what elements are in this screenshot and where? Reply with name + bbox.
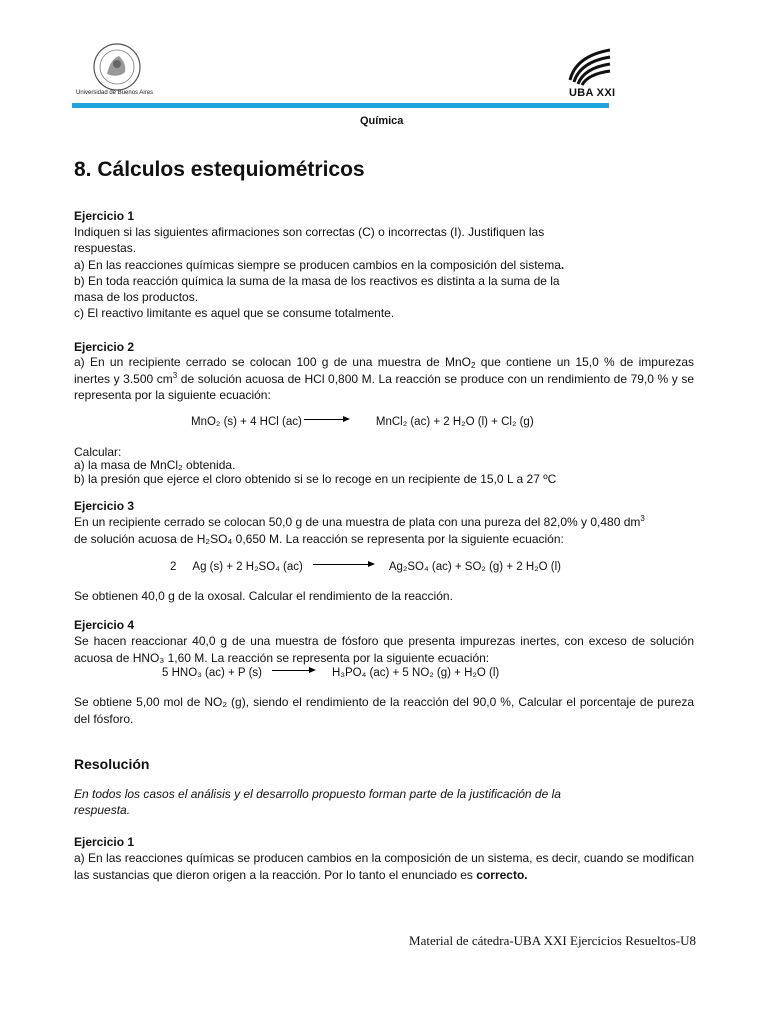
reaction-arrow-icon [304,416,350,424]
resolution-heading: Resolución [74,756,150,772]
ex1-item-b-2: masa de los productos. [74,290,199,304]
ex3-equation: 2 Ag (s) + 2 H₂SO₄ (ac) Ag₂SO₄ (ac) + SO₂ (g) + 2 H₂O (l) [170,561,561,573]
ex1-item-c: c) El reactivo limitante es aquel que se consume totalmente. [74,306,395,320]
ex2-equation: MnO₂ (s) + 4 HCl (ac) MnCl₂ (ac) + 2 H₂O (l) + Cl₂ (g) [191,416,534,428]
ex1-item-a: a) En las reacciones químicas siempre se producen cambios en la composición del sistema. [74,258,565,272]
ex1-heading: Ejercicio 1 [74,209,135,223]
subject-label: Química [360,115,404,127]
ex3-line-1: En un recipiente cerrado se colocan 50,0 g de una muestra de plata con una pureza del 82,0% y 0,480 $dm^3$ [74,514,645,529]
ex4-paragraph: Se hacen reaccionar 40,0 g de una muestra de fósforo que presenta impurezas inertes, con exceso de solución acuosa de HNO₃ 1,60 M. La reacción se representa por la siguiente ecuación: [74,634,694,665]
university-name: Universidad de Buenos Aires [76,90,154,96]
ex2-calc-label: Calcular: [74,445,122,459]
ex3-heading: Ejercicio 3 [74,499,135,513]
ex4-heading: Ejercicio 4 [74,618,135,632]
resolution-ex1-text: a) En las reacciones químicas se producen cambios en la composición de un sistema, es decir, cuando se modifican las sustancias que dieron origen a la reacción. Por lo tanto el enunciado es correcto. [74,851,694,882]
ex2-question-b: b) la presión que ejerce el cloro obtenido si se lo recoge en un recipiente de 15,0 L a 27 ºC [74,472,557,486]
ex4-equation: 5 HNO₃ (ac) + P (s) H₃PO₄ (ac) + 5 NO₂ (g) + H₂O (l) [162,667,500,679]
ex2-question-a: a) la masa de MnCl₂ obtenida. [74,458,236,472]
page-footer: Material de cátedra-UBA XXI Ejercicios Resueltos-U8 [409,933,696,948]
uba-xxi-brand: UBA XXI [569,87,616,99]
university-seal-logo [92,42,142,92]
ex3-result: Se obtienen 40,0 g de la oxosal. Calcular el rendimiento de la reacción. [74,589,453,603]
reaction-arrow-icon [313,561,375,569]
ex1-line-1: Indiquen si las siguientes afirmaciones son correctas (C) o incorrectas (I). Justifiquen las [74,225,545,239]
ex1-line-2: respuestas. [74,241,137,255]
resolution-ex1-heading: Ejercicio 1 [74,835,135,849]
uba-xxi-logo-mark [566,46,614,86]
resolution-note-2: respuesta. [74,803,131,817]
resolution-note-1: En todos los casos el análisis y el desarrollo propuesto forman parte de la justificación de la [74,787,561,801]
ex4-paragraph-2: Se obtiene 5,00 mol de NO₂ (g), siendo el rendimiento de la reacción del 90,0 %, Calcular el porcentaje de pureza del fósforo. [74,695,694,726]
reaction-arrow-icon [272,667,316,675]
header-accent-line [72,103,609,108]
ex2-paragraph: a) En un recipiente cerrado se colocan 100 g de una muestra de MnO$_2$ que contiene un 15,0 % de impurezas inertes y 3.500 $cm^3$ de solución acuosa de HCl 0,800 M. La reacción se produce con un rendimiento de 79,0 % y se representa por la siguiente ecuación: [74,355,695,402]
page-title: 8. Cálculos estequiométricos [74,158,365,181]
ex1-item-b-1: b) En toda reacción química la suma de la masa de los reactivos es distinta a la suma de la [74,274,560,288]
ex2-heading: Ejercicio 2 [74,340,135,354]
ex3-line-2: de solución acuosa de H₂SO₄ 0,650 M. La reacción se representa por la siguiente ecuación: [74,532,564,546]
